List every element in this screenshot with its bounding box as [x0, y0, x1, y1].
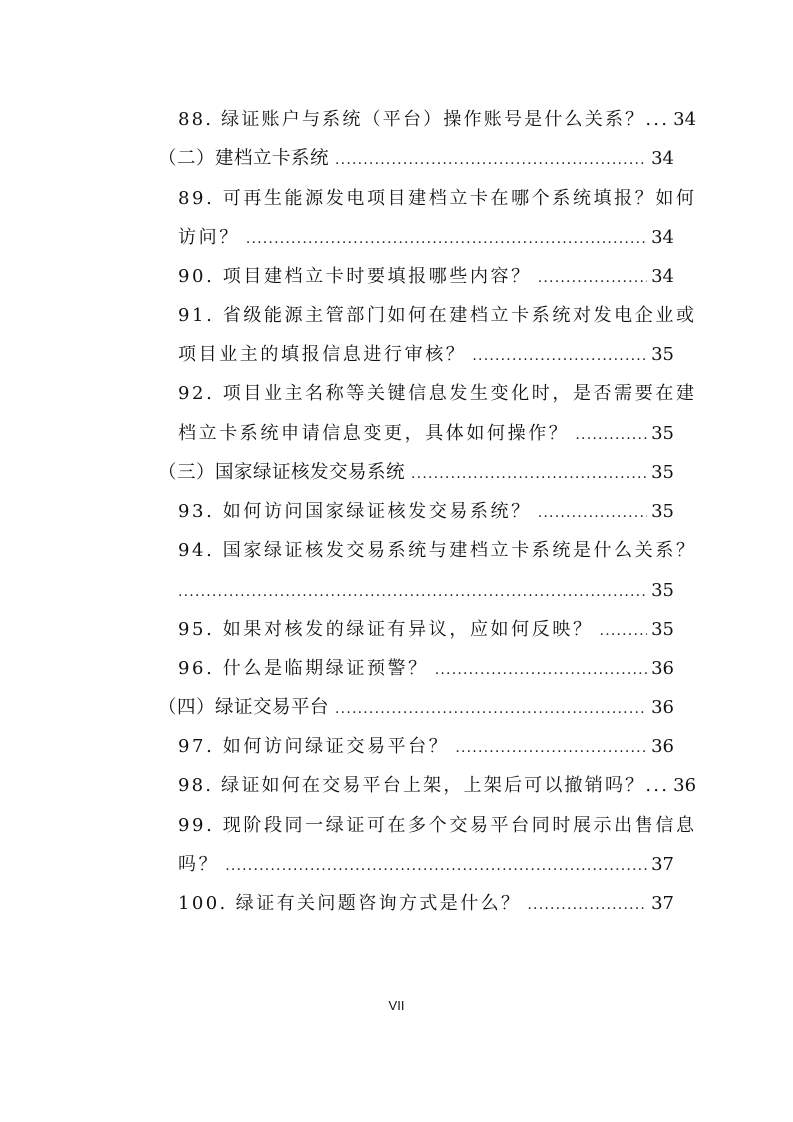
toc-leader-dots	[538, 265, 647, 291]
toc-entry-92-line1[interactable]	[178, 381, 697, 407]
toc-entry-99-line2[interactable]	[178, 852, 674, 878]
toc-page-number: 34	[651, 148, 674, 169]
toc-page-number: 34	[651, 266, 674, 287]
toc-leader-dots	[455, 735, 647, 761]
toc-entry-text: 项目业主的填报信息进行审核？	[178, 344, 467, 365]
toc-entry-text: 96. 什么是临期绿证预警？	[178, 658, 429, 679]
toc-entry-text: 94. 国家绿证核发交易系统与建档立卡系统是什么关系？	[178, 540, 697, 561]
toc-entry-text: 100. 绿证有关问题咨询方式是什么？	[178, 893, 522, 914]
toc-page-number: 34	[651, 227, 674, 248]
toc-entry-94-line1[interactable]	[178, 538, 697, 564]
toc-page-number: 36	[673, 775, 697, 796]
toc-page-number: 35	[651, 423, 674, 444]
toc-page-number: 34	[673, 109, 697, 130]
toc-section-title: （二）建档立卡系统	[158, 148, 330, 169]
toc-entry-text: 90. 项目建档立卡时要填报哪些内容？	[178, 266, 532, 287]
toc-entry-90[interactable]	[178, 264, 674, 290]
toc-page-number: 36	[651, 658, 674, 679]
toc-entry-text: 88. 绿证账户与系统（平台）操作账号是什么关系？...	[178, 109, 670, 130]
toc-entry-88[interactable]	[178, 107, 697, 133]
toc-page-number: 35	[651, 580, 674, 601]
toc-leader-dots	[178, 579, 647, 605]
toc-page-number: 37	[651, 893, 674, 914]
toc-entry-91-line2[interactable]	[178, 342, 674, 368]
toc-entry-93[interactable]	[178, 499, 674, 525]
toc-section-title: （四）绿证交易平台	[158, 697, 330, 718]
toc-entry-92-line2[interactable]	[178, 421, 674, 447]
toc-page-number: 35	[651, 462, 674, 483]
toc-entry-text: 吗？	[178, 854, 220, 875]
toc-entry-91-line1[interactable]	[178, 303, 697, 329]
toc-entry-text: 97. 如何访问绿证交易平台？	[178, 736, 450, 757]
toc-entry-text: 91. 省级能源主管部门如何在建档立卡系统对发电企业或	[178, 305, 697, 326]
toc-leader-dots	[472, 343, 647, 369]
toc-section-4[interactable]	[158, 695, 674, 721]
toc-leader-dots	[335, 696, 647, 722]
toc-entry-100[interactable]	[178, 891, 674, 917]
toc-entry-text: 95. 如果对核发的绿证有异议，应如何反映？	[178, 619, 594, 640]
toc-page-number: 36	[651, 736, 674, 757]
toc-entry-99-line1[interactable]	[178, 813, 697, 839]
toc-page-number: 37	[651, 854, 674, 875]
toc-leader-dots	[600, 618, 648, 644]
toc-page-number: 35	[651, 501, 674, 522]
toc-section-3[interactable]	[158, 460, 674, 486]
toc-entry-94-line2[interactable]	[178, 578, 674, 604]
toc-leader-dots	[225, 853, 647, 879]
page-footer-number: VII	[388, 998, 405, 1013]
toc-entry-text: 访问？	[178, 227, 240, 248]
toc-entry-text: 89. 可再生能源发电项目建档立卡在哪个系统填报？如何	[178, 188, 697, 209]
toc-leader-dots	[435, 657, 647, 683]
toc-page-number: 36	[651, 697, 674, 718]
toc-leader-dots	[411, 461, 647, 487]
toc-leader-dots	[335, 147, 647, 173]
toc-entry-97[interactable]	[178, 734, 674, 760]
toc-leader-dots	[527, 892, 647, 918]
toc-entry-text: 档立卡系统申请信息变更，具体如何操作？	[178, 423, 570, 444]
toc-entry-96[interactable]	[178, 656, 674, 682]
toc-leader-dots	[538, 500, 647, 526]
toc-entry-89-line2[interactable]	[178, 225, 674, 251]
toc-entry-98[interactable]	[178, 773, 697, 799]
toc-entry-95[interactable]	[178, 617, 674, 643]
toc-entry-text: 93. 如何访问国家绿证核发交易系统？	[178, 501, 532, 522]
toc-entry-text: 98. 绿证如何在交易平台上架，上架后可以撤销吗？...	[178, 775, 670, 796]
toc-page-number: 35	[651, 619, 674, 640]
toc-leader-dots	[575, 422, 647, 448]
toc-leader-dots	[246, 226, 647, 252]
toc-page-number: 35	[651, 344, 674, 365]
toc-entry-text: 99. 现阶段同一绿证可在多个交易平台同时展示出售信息	[178, 815, 697, 836]
toc-section-2[interactable]	[158, 146, 674, 172]
toc-entry-text: 92. 项目业主名称等关键信息发生变化时，是否需要在建	[178, 383, 697, 404]
toc-entry-89-line1[interactable]	[178, 186, 697, 212]
toc-section-title: （三）国家绿证核发交易系统	[158, 462, 406, 483]
